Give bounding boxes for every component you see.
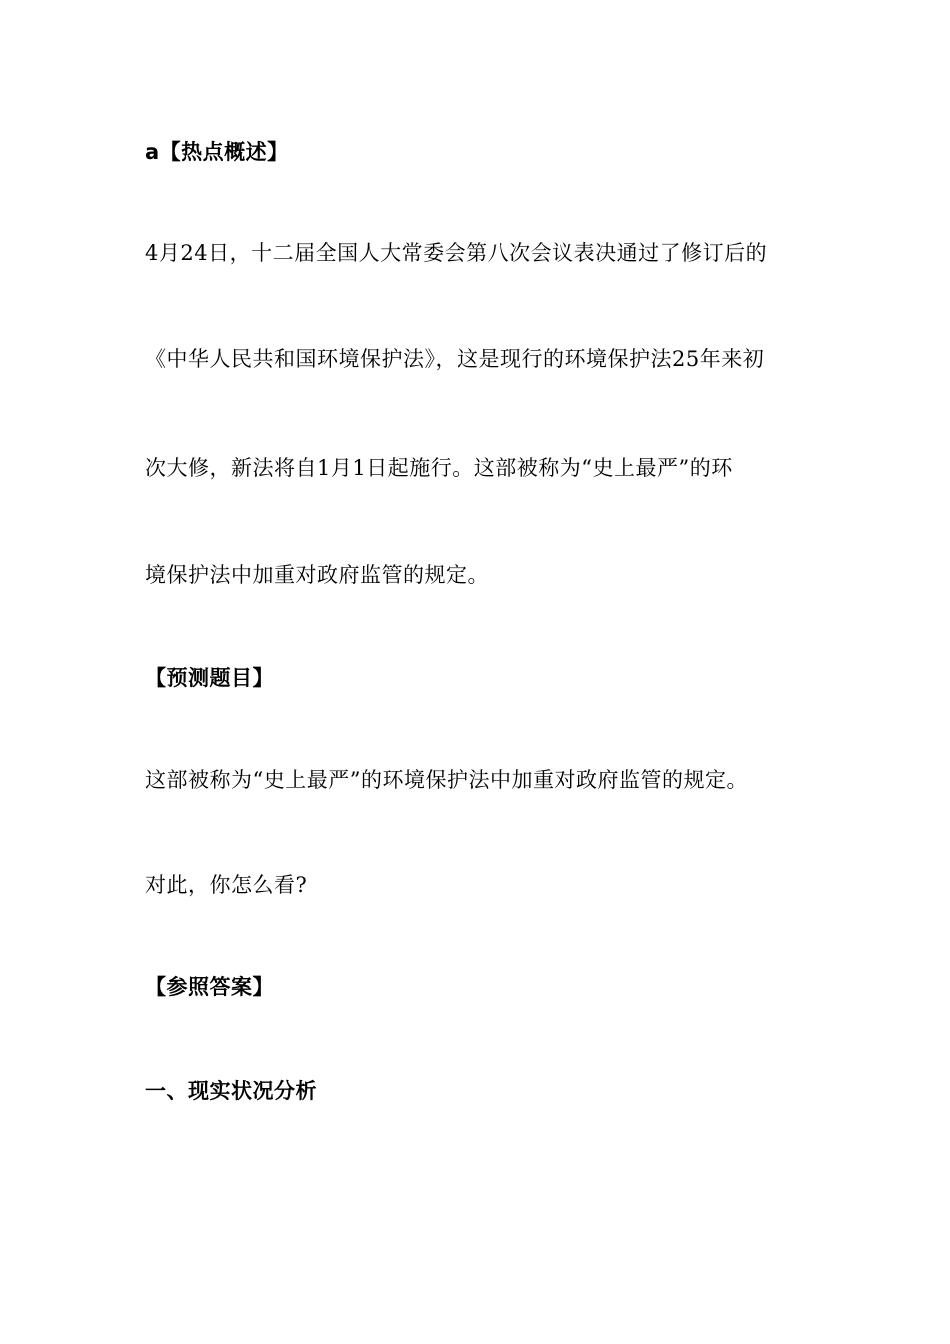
prediction-line-2: 对此，你怎么看?	[145, 873, 308, 897]
section-one-heading: 一、现实状况分析	[145, 1079, 317, 1103]
overview-line-2: 《中华人民共和国环境保护法》，这是现行的环境保护法25年来初	[145, 347, 765, 371]
overview-line-3: 次大修，新法将自1月1日起施行。这部被称为“史上最严”的环	[145, 456, 733, 480]
prediction-line-1: 这部被称为“史上最严”的环境保护法中加重对政府监管的规定。	[145, 768, 748, 792]
heading-prediction: 【预测题目】	[145, 666, 274, 690]
overview-line-1: 4月24日，十二届全国人大常委会第八次会议表决通过了修订后的	[145, 241, 768, 265]
heading-answer: 【参照答案】	[145, 975, 274, 999]
heading-hot-topic: a【热点概述】	[145, 140, 289, 164]
overview-line-4: 境保护法中加重对政府监管的规定。	[145, 563, 489, 587]
